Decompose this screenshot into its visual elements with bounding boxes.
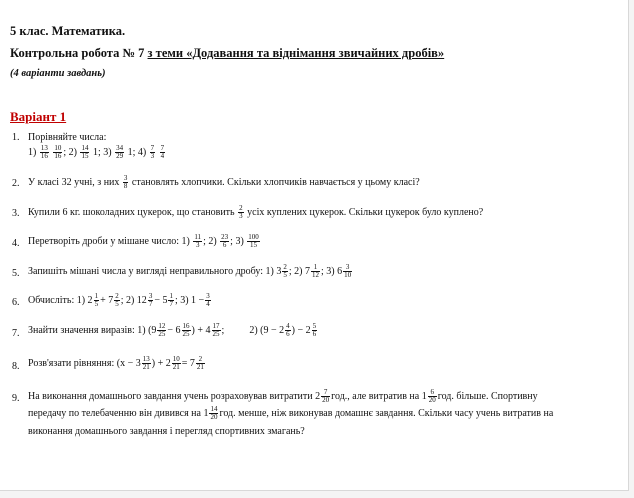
variants-note: (4 варіанти завдань) bbox=[10, 68, 106, 79]
task-number: 2. bbox=[12, 178, 20, 189]
item-label: ; 2) bbox=[63, 146, 77, 158]
task-number: 7. bbox=[12, 328, 20, 339]
test-prefix: Контрольна робота № 7 bbox=[10, 46, 148, 60]
task-text: У класі 32 учні, з них $\frac{3}{8}$ становлять хлопчики. Скільки хлопчиків навчається у цьому класі? bbox=[28, 174, 420, 190]
item-label: 1; 3) bbox=[92, 146, 112, 158]
grade-title: 5 клас. Математика. bbox=[10, 24, 126, 38]
task-text-line-2: передачу по телебаченню він дивився на 1 $\frac{14}{20}$ год. менше, ніж виконував домашнє завдання. Скільки часу учень витратив на bbox=[28, 405, 554, 421]
fraction: $\frac{14}{15}$ bbox=[81, 144, 89, 160]
task-text: Порівняйте числа: bbox=[28, 132, 107, 143]
task-text-line-1: На виконання домашнього завдання учень розраховував витратити 2 $\frac{7}{20}$ год., але витратив на 1 $\frac{6}{20}$ год. більше. Спортивну bbox=[28, 388, 538, 404]
test-title bbox=[10, 46, 444, 61]
item-label: 1) bbox=[28, 146, 37, 158]
fraction: $\frac{7}{3}$ bbox=[150, 144, 155, 160]
fraction: $\frac{7}{4}$ bbox=[160, 144, 165, 160]
task-number: 8. bbox=[12, 361, 20, 372]
task-text: Обчисліть: 1) 2 $\frac{1}{5}$ + 7 $\frac{2}{5}$ ; 2) 12 $\frac{3}{7}$ − 5 $\frac{1}{7}$ ; 3) 1 − $\frac{3}{4}$ bbox=[28, 292, 210, 308]
task-1-items bbox=[28, 145, 166, 160]
task-number: 4. bbox=[12, 238, 20, 249]
task-text: Розв'язати рівняння: (x − 3 $\frac{13}{21}$ ) + 2 $\frac{10}{21}$ = 7 $\frac{2}{21}$ bbox=[28, 355, 204, 371]
task-text: Знайти значення виразів: 1) (9 $\frac{12}{25}$ − 6 $\frac{16}{25}$ ) + 4 $\frac{17}{25}$ ; 2) (9 − 2 $\frac{4}{6}$ ) − 2 $\frac{5}{6}$ bbox=[28, 322, 317, 338]
task-text: Запишіть мішані числа у вигляді неправильного дробу: 1) 3 $\frac{2}{5}$ ; 2) 7 $\frac{1}{12}$ ; 3) 6 $\frac{3}{10}$ bbox=[28, 263, 352, 279]
task-number: 1. bbox=[12, 132, 20, 143]
fraction: $\frac{10}{16}$ bbox=[54, 144, 62, 160]
task-number: 6. bbox=[12, 297, 20, 308]
item-label: 1; 4) bbox=[127, 146, 147, 158]
task-number: 9. bbox=[12, 393, 20, 404]
task-text: Купили 6 кг. шоколадних цукерок, що становить $\frac{2}{3}$ усіх куплених цукерок. Скільки цукерок було куплено? bbox=[28, 204, 484, 220]
task-text-line-3: виконання домашнього завдання і перегляд спортивних змагань? bbox=[28, 426, 305, 437]
fraction: $\frac{34}{29}$ bbox=[116, 144, 124, 160]
variant-heading: Варіант 1 bbox=[10, 109, 67, 124]
task-number: 5. bbox=[12, 268, 20, 279]
fraction: $\frac{13}{16}$ bbox=[40, 144, 48, 160]
task-text: Перетворіть дроби у мішане число: 1) $\frac{11}{3}$ ; 2) $\frac{23}{6}$ ; 3) $\frac{100}{15}$ bbox=[28, 233, 259, 249]
task-number: 3. bbox=[12, 208, 20, 219]
test-topic: з теми «Додавання та віднімання звичайних дробів» bbox=[147, 46, 445, 60]
